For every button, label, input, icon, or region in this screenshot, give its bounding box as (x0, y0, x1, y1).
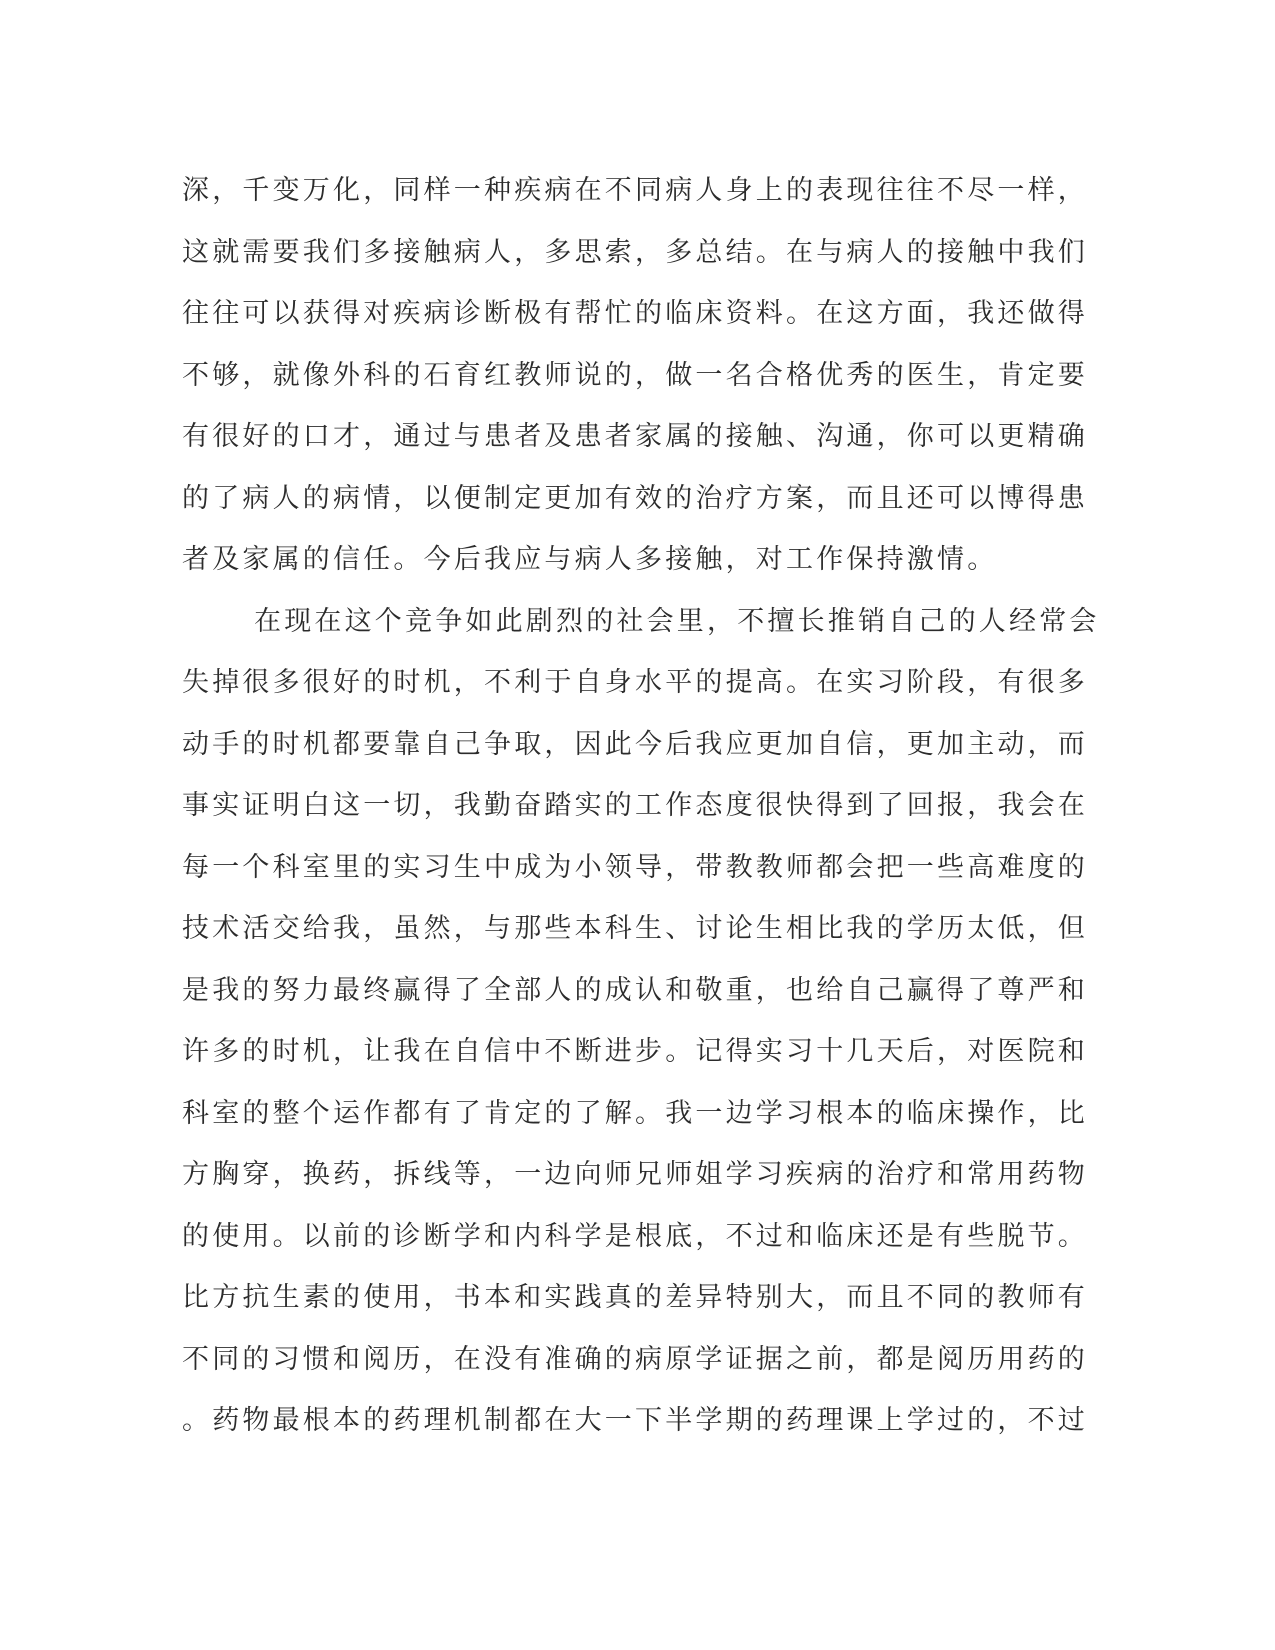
text-line: 科室的整个运作都有了肯定的了解。我一边学习根本的临床操作，比 (182, 1097, 1088, 1129)
text-line: 比方抗生素的使用，书本和实践真的差异特别大，而且不同的教师有 (182, 1282, 1088, 1313)
text-line: 者及家属的信任。今后我应与病人多接触，对工作保持激情。 (182, 544, 998, 575)
text-line: 是我的努力最终赢得了全部人的成认和敬重，也给自己赢得了尊严和 (182, 974, 1088, 1006)
paragraph-start-line: 在现在这个竞争如此剧烈的社会里，不擅长推销自己的人经常会 (254, 605, 1100, 637)
text-line: 深，千变万化，同样一种疾病在不同病人身上的表现往往不尽一样， (182, 175, 1088, 206)
text-line: 事实证明白这一切，我勤奋踏实的工作态度很快得到了回报，我会在 (182, 790, 1088, 821)
text-line: 失掉很多很好的时机，不利于自身水平的提高。在实习阶段，有很多 (182, 667, 1088, 698)
text-line: 许多的时机，让我在自信中不断进步。记得实习十几天后，对医院和 (182, 1036, 1088, 1067)
text-line: 不够，就像外科的石育红教师说的，做一名合格优秀的医生，肯定要 (182, 359, 1088, 391)
body-text (182, 160, 1100, 1452)
text-line: 的使用。以前的诊断学和内科学是根底，不过和临床还是有些脱节。 (182, 1220, 1088, 1252)
text-line: 不同的习惯和阅历，在没有准确的病原学证据之前，都是阅历用药的 (182, 1343, 1088, 1375)
text-line: 方胸穿，换药，拆线等，一边向师兄师姐学习疾病的治疗和常用药物 (182, 1159, 1088, 1190)
text-line: 每一个科室里的实习生中成为小领导，带教教师都会把一些高难度的 (182, 851, 1088, 883)
text-line: 的了病人的病情，以便制定更加有效的治疗方案，而且还可以博得患 (182, 482, 1088, 514)
text-line: 技术活交给我，虽然，与那些本科生、讨论生相比我的学历太低，但 (182, 913, 1088, 944)
text-line: 。药物最根本的药理机制都在大一下半学期的药理课上学过的，不过 (182, 1405, 1088, 1436)
text-line: 往往可以获得对疾病诊断极有帮忙的临床资料。在这方面，我还做得 (182, 298, 1088, 329)
text-line: 这就需要我们多接触病人，多思索，多总结。在与病人的接触中我们 (182, 236, 1088, 268)
text-line: 动手的时机都要靠自己争取，因此今后我应更加自信，更加主动，而 (182, 728, 1088, 760)
text-line: 有很好的口才，通过与患者及患者家属的接触、沟通，你可以更精确 (182, 421, 1088, 452)
